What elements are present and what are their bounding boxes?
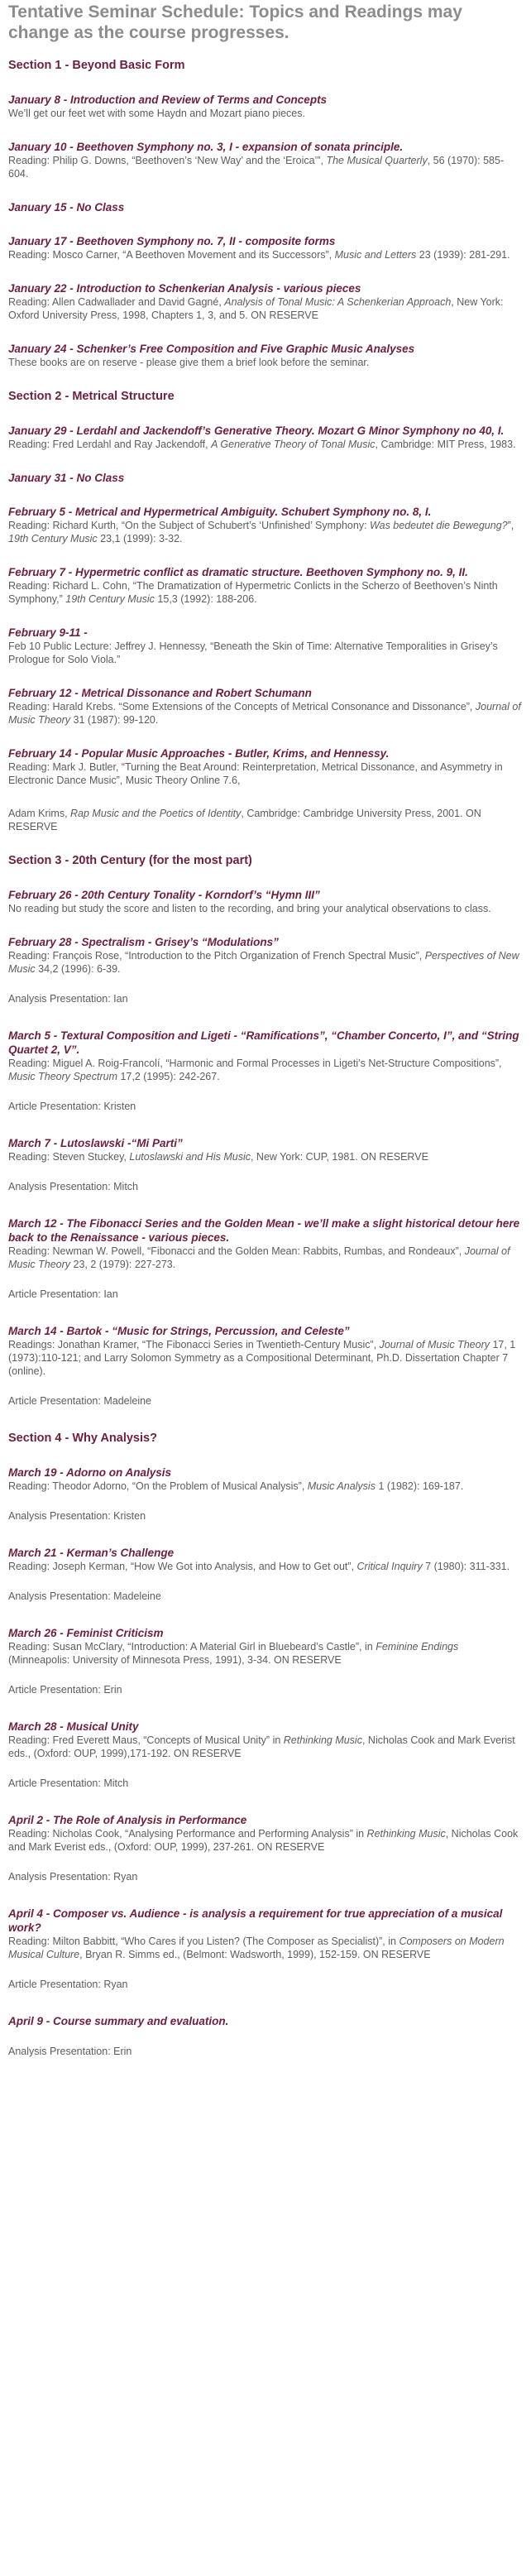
schedule-entry: [8, 342, 523, 369]
section-heading: Section 4 - Why Analysis?: [8, 1432, 157, 1445]
presentation-assignment: Article Presentation: Mitch: [8, 1777, 129, 1789]
italic-citation: Perspectives of New Music: [8, 950, 519, 975]
italic-citation: Rethinking Music: [283, 1734, 362, 1746]
italic-citation: Critical Inquiry: [356, 1561, 423, 1572]
schedule-entry: [8, 471, 523, 485]
page-title: Tentative Seminar Schedule: Topics and Readings may change as the course progresses.: [8, 2, 462, 42]
presentation-assignment: Analysis Presentation: Ian: [8, 993, 128, 1005]
schedule-entry: [8, 1029, 523, 1083]
entry-heading: March 19 - Adorno on Analysis: [8, 1466, 172, 1479]
schedule-entry: [8, 935, 523, 976]
entry-reading: Reading: Joseph Kerman, “How We Got into Analysis, and How to Get out”, Critical Inquiry 7 (1980): 311-331.: [8, 1561, 510, 1572]
schedule-entry: [8, 626, 523, 666]
entry-heading: February 12 - Metrical Dissonance and Robert Schumann: [8, 687, 312, 699]
schedule-entry: [8, 234, 523, 261]
entry-heading: January 29 - Lerdahl and Jackendoff’s Generative Theory. Mozart G Minor Symphony no 40, I.: [8, 425, 505, 437]
schedule-list: [8, 58, 523, 2058]
schedule-entry: [8, 1907, 523, 1961]
entry-reading: Reading: Richard L. Cohn, “The Dramatization of Hypermetric Conlicts in the Scherzo of Beethoven’s Ninth Symphony,” 19th Century Music 15,3 (1992): 188-206.: [8, 580, 498, 605]
entry-heading: April 2 - The Role of Analysis in Performance: [8, 1814, 247, 1826]
entry-reading: Reading: Fred Everett Maus, “Concepts of Musical Unity” in Rethinking Music, Nicholas Cook and Mark Everist eds., (Oxford: OUP, 1999),171-192. ON RESERVE: [8, 1734, 515, 1759]
entry-reading: Reading: Philip G. Downs, “Beethoven’s ‘New Way’ and the ‘Eroica’”, The Musical Quarterly, 56 (1970): 585-604.: [8, 155, 505, 180]
entry-reading: Reading: Milton Babbitt, “Who Cares if you Listen? (The Composer as Specialist)”, in Composers on Modern Musical Culture, Bryan R. Simms ed., (Belmont: Wadsworth, 1999), 152-159. ON RESERVE: [8, 1936, 505, 1960]
italic-citation: 19th Century Music: [65, 593, 155, 605]
schedule-entry: [8, 2014, 523, 2028]
entry-heading: February 26 - 20th Century Tonality - Korndorf’s “Hymn III”: [8, 889, 320, 901]
entry-reading: Reading: Allen Cadwallader and David Gagné, Analysis of Tonal Music: A Schenkerian Approach, New York: Oxford University Press, 1998, Chapters 1, 3, and 5. ON RESERVE: [8, 296, 504, 321]
entry-reading: Reading: Nicholas Cook, “Analysing Performance and Performing Analysis” in Rethinking Music, Nicholas Cook and Mark Everist eds., (Oxford: OUP, 1999), 237-261. ON RESERVE: [8, 1828, 519, 1853]
schedule-entry: [8, 200, 523, 214]
schedule-entry: [8, 686, 523, 727]
entry-heading: March 26 - Feminist Criticism: [8, 1627, 164, 1639]
entry-reading: Reading: Newman W. Powell, “Fibonacci and the Golden Mean: Rabbits, Rumbas, and Rondeaux”, Journal of Music Theory 23, 2 (1979): 227-273.: [8, 1245, 510, 1270]
schedule-entry: [8, 1465, 523, 1493]
schedule-entry: [8, 1216, 523, 1271]
italic-citation: Rethinking Music: [366, 1828, 446, 1840]
entry-reading: Reading: François Rose, “Introduction to the Pitch Organization of French Spectral Music”, Perspectives of New Music 34,2 (1996): 6-39.: [8, 950, 519, 975]
entry-reading: Feb 10 Public Lecture: Jeffrey J. Hennessy, “Beneath the Skin of Time: Alternative Temporalities in Grisey’s Prologue for Solo Viola.”: [8, 640, 498, 665]
italic-citation: Feminine Endings: [376, 1641, 459, 1653]
entry-reading: These books are on reserve - please give them a brief look before the seminar.: [8, 357, 370, 368]
entry-heading: January 10 - Beethoven Symphony no. 3, I - expansion of sonata principle.: [8, 141, 404, 153]
italic-citation: 19th Century Music: [8, 533, 98, 544]
entry-reading: Reading: Mosco Carner, “A Beethoven Movement and its Successors”, Music and Letters 23 (1939): 281-291.: [8, 249, 510, 261]
entry-heading: February 14 - Popular Music Approaches - Butler, Krims, and Hennessy.: [8, 747, 390, 760]
italic-citation: Rap Music and the Poetics of Identity: [70, 808, 242, 819]
entry-heading: March 5 - Textural Composition and Ligeti - “Ramifications”, “Chamber Concerto, I”, and “String Quartet 2, V”.: [8, 1029, 519, 1056]
entry-heading: March 7 - Lutoslawski -“Mi Parti”: [8, 1137, 183, 1149]
schedule-entry: [8, 505, 523, 545]
entry-heading: April 9 - Course summary and evaluation.: [8, 2015, 229, 2027]
schedule-entry: [8, 1813, 523, 1854]
presentation-assignment: Analysis Presentation: Mitch: [8, 1181, 139, 1192]
entry-reading: Readings: Jonathan Kramer, “The Fibonacci Series in Twentieth-Century Music”, Journal of Music Theory 17, 1 (1973):110-121; and Larry Solomon Symmetry as a Compositional Determinant, Ph.D. Dissertation Chapter 7 (online).: [8, 1339, 516, 1377]
schedule-entry: [8, 1324, 523, 1378]
italic-citation: Music and Letters: [334, 249, 417, 261]
schedule-entry: [8, 424, 523, 451]
italic-citation: The Musical Quarterly: [326, 155, 428, 166]
presentation-assignment: Article Presentation: Madeleine: [8, 1395, 152, 1407]
schedule-entry: [8, 565, 523, 606]
schedule-entry: [8, 1136, 523, 1163]
entry-reading: Reading: Fred Lerdahl and Ray Jackendoff, A Generative Theory of Tonal Music, Cambridge: MIT Press, 1983.: [8, 439, 516, 450]
entry-reading: No reading but study the score and listen to the recording, and bring your analytical observations to class.: [8, 903, 491, 914]
entry-heading: February 28 - Spectralism - Grisey’s “Modulations”: [8, 936, 279, 948]
entry-reading: Reading: Susan McClary, “Introduction: A Material Girl in Bluebeard’s Castle”, in Feminine Endings (Minneapolis: University of Minnesota Press, 1991), 3-34. ON RESERVE: [8, 1641, 459, 1666]
italic-citation: Analysis of Tonal Music: A Schenkerian Approach: [224, 296, 452, 308]
entry-heading: January 17 - Beethoven Symphony no. 7, II - composite forms: [8, 235, 336, 247]
entry-heading: March 12 - The Fibonacci Series and the Golden Mean - we’ll make a slight historical detour here back to the Renaissance - various pieces.: [8, 1217, 520, 1244]
schedule-entry: [8, 1626, 523, 1667]
entry-reading: Reading: Mark J. Butler, “Turning the Beat Around: Reinterpretation, Metrical Dissonance, and Asymmetry in Electronic Dance Music”, Music Theory Online 7.6,: [8, 761, 503, 786]
italic-citation: Journal of Music Theory: [8, 1245, 510, 1270]
entry-heading: January 8 - Introduction and Review of Terms and Concepts: [8, 94, 328, 106]
schedule-entry: [8, 888, 523, 915]
italic-citation: Composers on Modern Musical Culture: [8, 1936, 505, 1960]
italic-citation: Was bedeutet die Bewegung?: [370, 520, 508, 531]
italic-citation: Music Analysis: [307, 1480, 376, 1492]
presentation-assignment: Analysis Presentation: Ryan: [8, 1871, 138, 1883]
entry-reading: Reading: Richard Kurth, “On the Subject of Schubert’s ‘Unfinished’ Symphony: Was bedeutet die Bewegung?”, 19th Century Music 23,1 (1999): 3-32.: [8, 520, 514, 544]
section-heading: Section 2 - Metrical Structure: [8, 390, 175, 403]
schedule-entry: [8, 746, 523, 787]
entry-reading: Reading: Steven Stuckey, Lutoslawski and His Music, New York: CUP, 1981. ON RESERVE: [8, 1151, 428, 1163]
reading-paragraph: Adam Krims, Rap Music and the Poetics of Identity, Cambridge: Cambridge University Press, 2001. ON RESERVE: [8, 808, 481, 832]
presentation-assignment: Article Presentation: Ryan: [8, 1979, 128, 1990]
schedule-entry: [8, 1720, 523, 1760]
schedule-entry: [8, 140, 523, 180]
entry-reading: Reading: Miguel A. Roig-Francolí, “Harmonic and Formal Processes in Ligeti’s Net-Structure Compositions”, Music Theory Spectrum 17,2 (1995): 242-267.: [8, 1058, 502, 1082]
presentation-assignment: Analysis Presentation: Erin: [8, 2046, 132, 2057]
entry-reading: We’ll get our feet wet with some Haydn and Mozart piano pieces.: [8, 108, 305, 119]
entry-heading: January 15 - No Class: [8, 201, 125, 213]
entry-heading: March 14 - Bartok - “Music for Strings, Percussion, and Celeste”: [8, 1325, 350, 1337]
entry-heading: January 22 - Introduction to Schenkerian Analysis - various pieces: [8, 282, 361, 295]
entry-heading: February 5 - Metrical and Hypermetrical Ambiguity. Schubert Symphony no. 8, I.: [8, 506, 432, 518]
italic-citation: Lutoslawski and His Music: [129, 1151, 251, 1163]
presentation-assignment: Analysis Presentation: Madeleine: [8, 1590, 161, 1602]
schedule-entry: [8, 1546, 523, 1573]
schedule-entry: [8, 93, 523, 120]
italic-citation: Journal of Music Theory: [8, 701, 521, 726]
presentation-assignment: Article Presentation: Erin: [8, 1684, 122, 1696]
entry-heading: March 28 - Musical Unity: [8, 1720, 139, 1733]
entry-heading: February 9-11 -: [8, 626, 88, 639]
entry-reading: Reading: Theodor Adorno, “On the Problem of Musical Analysis”, Music Analysis 1 (1982): 169-187.: [8, 1480, 464, 1492]
entry-reading: Reading: Harald Krebs. “Some Extensions of the Concepts of Metrical Consonance and Dissonance”, Journal of Music Theory 31 (1987): 99-120.: [8, 701, 521, 726]
italic-citation: Journal of Music Theory: [379, 1339, 490, 1350]
entry-heading: January 24 - Schenker’s Free Composition and Five Graphic Music Analyses: [8, 343, 415, 355]
schedule-entry: [8, 281, 523, 322]
presentation-assignment: Article Presentation: Ian: [8, 1288, 118, 1300]
italic-citation: A Generative Theory of Tonal Music: [211, 439, 376, 450]
italic-citation: Music Theory Spectrum: [8, 1071, 117, 1082]
section-heading: Section 3 - 20th Century (for the most part): [8, 854, 252, 867]
entry-heading: April 4 - Composer vs. Audience - is analysis a requirement for true appreciation of a musical work?: [8, 1907, 503, 1934]
section-heading: Section 1 - Beyond Basic Form: [8, 59, 185, 72]
presentation-assignment: Analysis Presentation: Kristen: [8, 1510, 146, 1522]
entry-heading: March 21 - Kerman’s Challenge: [8, 1547, 175, 1559]
entry-heading: January 31 - No Class: [8, 472, 125, 484]
presentation-assignment: Article Presentation: Kristen: [8, 1101, 136, 1112]
entry-heading: February 7 - Hypermetric conflict as dramatic structure. Beethoven Symphony no. 9, II.: [8, 566, 468, 578]
